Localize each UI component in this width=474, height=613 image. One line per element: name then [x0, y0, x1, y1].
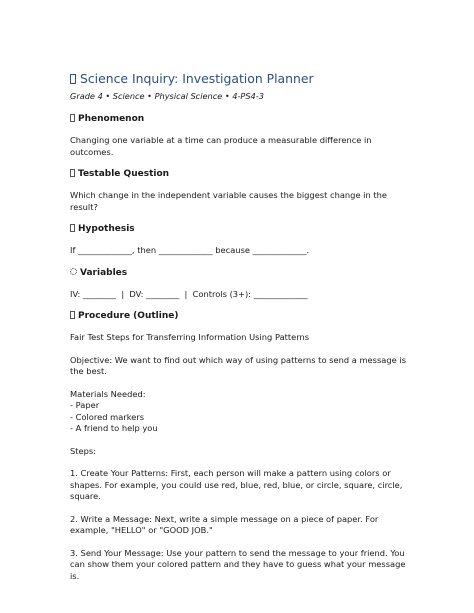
step-item: 1. Create Your Patterns: First, each person will make a pattern using colors or shapes. For example, you could use red, blue, red, blue, or circle, square, circle, square.	[70, 468, 403, 501]
phenomenon-text: Changing one variable at a time can produce a measurable difference in outcomes.	[70, 135, 372, 157]
document-page	[70, 70, 410, 582]
list-icon	[70, 311, 75, 319]
variables-heading-text: Variables	[80, 267, 128, 278]
materials-label: Materials Needed:	[70, 388, 146, 399]
variables-text: IV: ________ | DV: ________ | Controls (3+): _____________	[70, 288, 308, 299]
procedure-title: Fair Test Steps for Transferring Information Using Patterns	[70, 332, 310, 342]
magnifier-icon	[70, 114, 75, 122]
hypothesis-text: If _____________, then _____________ because _____________.	[70, 245, 310, 255]
clipboard-icon	[70, 74, 76, 84]
question-icon	[70, 169, 75, 177]
testable-question-text: Which change in the independent variable causes the biggest change in the result?	[70, 190, 387, 212]
step-item: 2. Write a Message: Next, write a simple message on a piece of paper. For example, "HELLO" or "GOOD JOB."	[70, 513, 379, 535]
step-item: 3. Send Your Message: Use your pattern to send the message to your friend. You can show them your colored pattern and they have to guess what your message is.	[70, 547, 406, 581]
document-subtitle: Grade 4 • Science • Physical Science • 4-PS4-3	[70, 91, 264, 101]
phenomenon-heading	[70, 113, 410, 126]
procedure-heading-text: Procedure (Outline)	[78, 311, 179, 321]
phenomenon-heading-text: Phenomenon	[78, 114, 145, 124]
lightbulb-icon	[70, 224, 75, 232]
testable-question-heading	[70, 168, 410, 181]
gear-icon	[70, 268, 77, 275]
steps-label: Steps:	[70, 445, 97, 456]
materials-item: - Paper	[70, 400, 100, 410]
document-title	[70, 70, 410, 87]
hypothesis-heading-text: Hypothesis	[78, 224, 135, 234]
document-title-text: Science Inquiry: Investigation Planner	[80, 71, 314, 86]
procedure-heading	[70, 310, 410, 323]
hypothesis-heading	[70, 223, 410, 236]
procedure-objective: Objective: We want to find out which way of using patterns to send a message is the best.	[70, 354, 407, 376]
materials-item: - A friend to help you	[70, 423, 158, 433]
variables-heading	[70, 267, 410, 280]
testable-question-heading-text: Testable Question	[78, 169, 170, 179]
materials-item: - Colored markers	[70, 411, 145, 422]
